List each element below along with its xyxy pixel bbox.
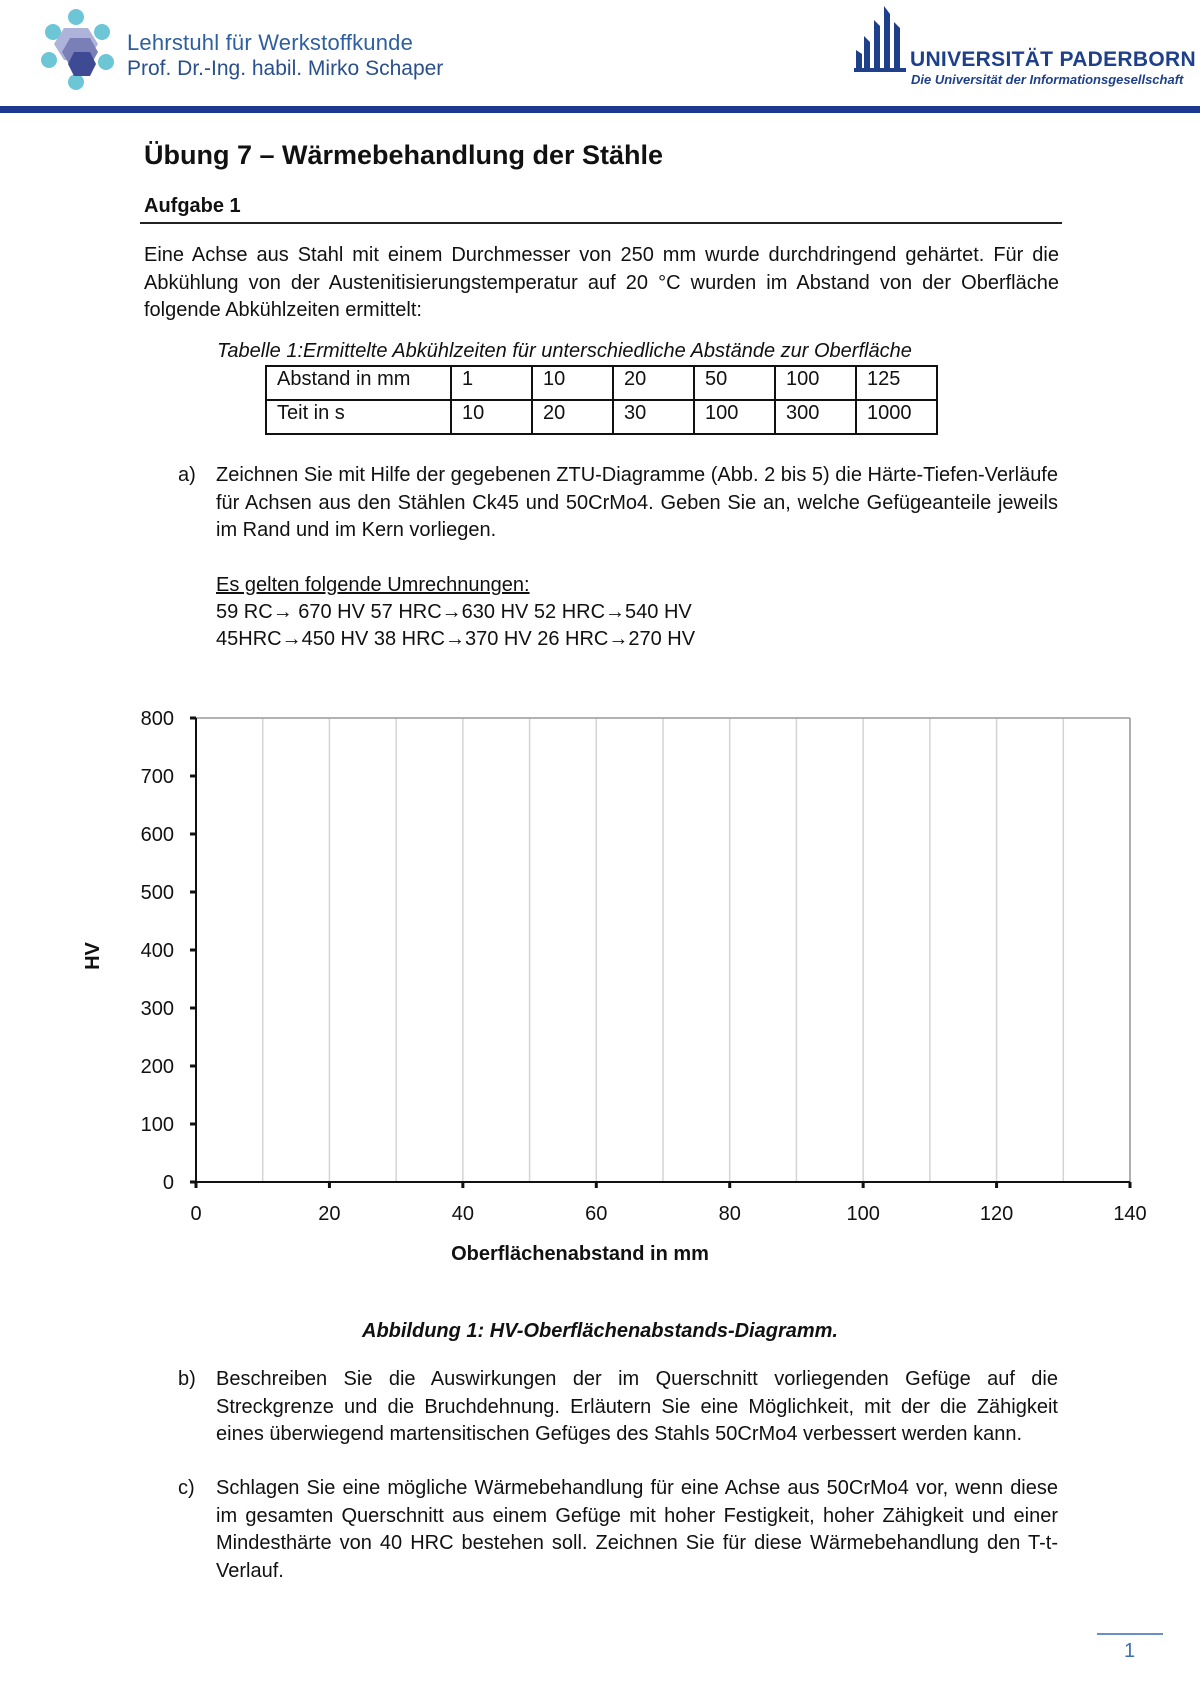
y-tick-label: 100	[140, 1114, 174, 1136]
conversion-line-2: 45HRC→450 HV 38 HRC→370 HV 26 HRC→270 HV	[216, 628, 696, 650]
table-cell: 100	[694, 400, 775, 434]
table-cell: 20	[613, 366, 694, 400]
figure-caption: Abbildung 1: HV-Oberflächenabstands-Diagramm.	[362, 1320, 838, 1342]
x-tick-label: 80	[718, 1203, 741, 1225]
y-tick-label: 700	[140, 766, 174, 788]
x-axis-label: Oberflächenabstand in mm	[451, 1243, 709, 1265]
y-tick-label: 600	[140, 824, 174, 846]
y-tick-label: 0	[162, 1172, 174, 1194]
university-logo-icon	[850, 6, 910, 74]
university-name: UNIVERSITÄT PADERBORN	[910, 48, 1196, 71]
x-tick-label: 40	[451, 1203, 474, 1225]
x-tick-label: 140	[1113, 1203, 1147, 1225]
table-cell: 30	[613, 400, 694, 434]
task-a-text: Zeichnen Sie mit Hilfe der gegebenen ZTU-Diagramme (Abb. 2 bis 5) die Härte-Tiefen-Verläufe für Achsen aus den Stählen Ck45 und 50CrMo4. Geben Sie an, welche Gefügeanteile jeweils im Rand und im Kern vorliegen.	[216, 464, 1058, 541]
table-cell: 1	[451, 366, 532, 400]
intro-paragraph: Eine Achse aus Stahl mit einem Durchmesser von 250 mm wurde durchdringend gehärtet. Für die Abkühlung von der Austenitisierungstemperatur auf 20 °C wurden im Abstand von der Oberfläche folgende Abkühlzeiten ermittelt:	[144, 244, 1059, 321]
y-axis-label: HV	[82, 942, 104, 970]
exercise-heading: Aufgabe 1	[144, 195, 241, 217]
y-tick-label: 800	[140, 708, 174, 730]
table-cell: Teit in s	[266, 400, 451, 434]
x-tick-label: 120	[979, 1203, 1014, 1225]
task-c-text: Schlagen Sie eine mögliche Wärmebehandlung für eine Achse aus 50CrMo4 vor, wenn diese im gesamten Querschnitt aus einem Gefüge mit hoher Festigkeit, hoher Zähigkeit und einer Mindesthärte von 40 HRC bestehen soll. Zeichnen Sie für diese Wärmebehandlung den T-t-Verlauf.	[216, 1477, 1058, 1582]
conversion-line-1: 59 RC→ 670 HV 57 HRC→630 HV 52 HRC→540 HV	[216, 601, 692, 623]
table-cell: 10	[451, 400, 532, 434]
table-cell: 50	[694, 366, 775, 400]
y-tick-label: 300	[140, 998, 174, 1020]
chair-name: Lehrstuhl für Werkstoffkunde	[127, 30, 414, 55]
x-tick-label: 0	[190, 1203, 202, 1225]
table-cell: 300	[775, 400, 856, 434]
conversion-block	[216, 572, 695, 653]
task-b-label: b)	[178, 1368, 196, 1390]
page-title: Übung 7 – Wärmebehandlung der Stähle	[144, 140, 664, 170]
y-tick-label: 400	[140, 940, 174, 962]
x-tick-label: 60	[585, 1203, 608, 1225]
table-cell: Abstand in mm	[266, 366, 451, 400]
y-tick-label: 500	[140, 882, 174, 904]
task-c-label: c)	[178, 1477, 195, 1499]
heading-divider	[140, 222, 1062, 224]
x-tick-label: 20	[318, 1203, 341, 1225]
table-cell: 100	[775, 366, 856, 400]
page-number-divider	[1097, 1633, 1163, 1635]
page-number: 1	[1124, 1640, 1136, 1662]
header-divider	[0, 106, 1200, 113]
table-caption: Tabelle 1:Ermittelte Abkühlzeiten für unterschiedliche Abstände zur Oberfläche	[217, 340, 912, 362]
x-tick-label: 100	[846, 1203, 880, 1225]
conversion-title: Es gelten folgende Umrechnungen:	[216, 574, 530, 596]
table-cell: 10	[532, 366, 613, 400]
task-b-text: Beschreiben Sie die Auswirkungen der im Querschnitt vorliegenden Gefüge auf die Streckgrenze und die Bruchdehnung. Erläutern Sie eine Möglichkeit, mit der die Zähigkeit eines überwiegend martensitischen Gefüges des Stahls 50CrMo4 verbessert werden kann.	[216, 1368, 1058, 1445]
chair-logo-icon	[40, 8, 120, 92]
page-header	[0, 0, 1200, 115]
table-cell: 1000	[856, 400, 937, 434]
table-row	[266, 400, 937, 434]
table-row	[266, 366, 937, 400]
cooling-time-table	[265, 365, 938, 435]
task-a-label: a)	[178, 464, 196, 486]
chair-professor: Prof. Dr.-Ing. habil. Mirko Schaper	[127, 57, 444, 80]
hv-distance-chart	[80, 700, 1170, 1290]
y-tick-label: 200	[140, 1056, 174, 1078]
university-tagline: Die Universität der Informationsgesellschaft	[911, 72, 1184, 87]
table-cell: 125	[856, 366, 937, 400]
table-cell: 20	[532, 400, 613, 434]
